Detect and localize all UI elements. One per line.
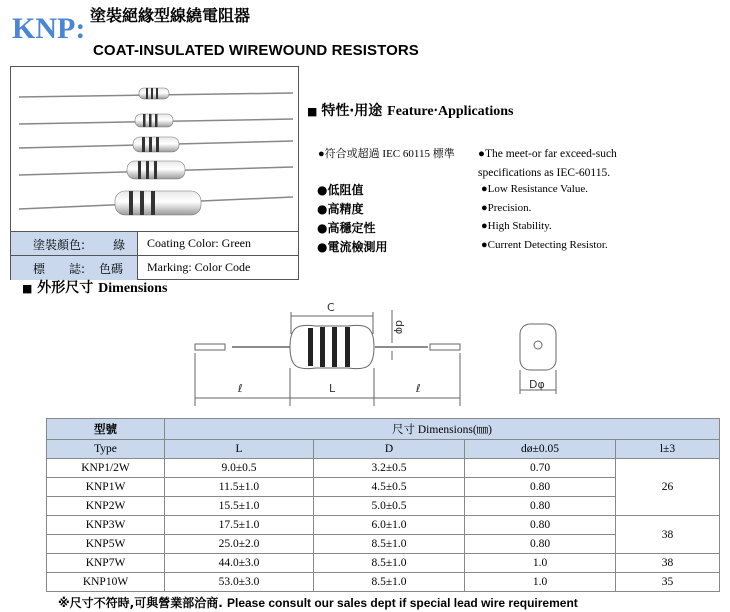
dim-label-lead-right: ℓ <box>416 382 421 395</box>
bullet-dot-icon: ● <box>478 148 485 160</box>
dim-label-dphi: dφ <box>393 320 406 335</box>
dimensions-heading-cn: 外形尺寸 <box>37 280 94 296</box>
title-english: COAT-INSULATED WIREWOUND RESISTORS <box>93 42 419 59</box>
bullet-dot-icon: ● <box>481 202 488 214</box>
bullet-dot-icon: ● <box>317 221 328 235</box>
table-row <box>47 573 720 592</box>
cell-type: KNP1/2W <box>47 459 165 478</box>
cell-l: 35 <box>616 573 720 592</box>
dim-label-L: L <box>329 382 336 395</box>
cell-l: 38 <box>616 554 720 573</box>
cell-type: KNP10W <box>47 573 165 592</box>
feature-item-cn <box>317 219 376 236</box>
product-photo-panel <box>10 66 299 280</box>
feature-cn-text: 高穩定性 <box>327 221 376 235</box>
feature-en-text: The meet-or far exceed-such specifications as IEC-60115. <box>478 148 617 179</box>
feature-item-en <box>481 183 588 195</box>
cell-d: 0.80 <box>465 516 616 535</box>
cell-L: 9.0±0.5 <box>165 459 314 478</box>
table-row <box>47 554 720 573</box>
coating-color-value: Coating Color: Green <box>147 236 251 250</box>
dimensions-heading <box>22 277 167 297</box>
col-header-L: L <box>165 440 314 459</box>
cell-L: 11.5±1.0 <box>165 478 314 497</box>
feature-item-cn <box>318 145 455 161</box>
resistor-photo-illustration <box>11 67 298 231</box>
features-heading-en: Feature‧Applications <box>387 104 514 119</box>
cell-type: KNP7W <box>47 554 165 573</box>
cell-d: 0.80 <box>465 535 616 554</box>
cell-D: 8.5±1.0 <box>314 573 465 592</box>
type-header-cn: 型號 <box>47 419 165 440</box>
feature-en-text: High Stability. <box>487 220 552 232</box>
bullet-dot-icon: ● <box>318 148 325 160</box>
cell-D: 8.5±1.0 <box>314 535 465 554</box>
cell-d: 0.80 <box>465 497 616 516</box>
table-row <box>47 459 720 478</box>
type-header-en: Type <box>47 440 165 459</box>
table-header-row <box>47 419 720 440</box>
table-subheader-row <box>47 440 720 459</box>
cell-L: 15.5±1.0 <box>165 497 314 516</box>
cell-D: 5.0±0.5 <box>314 497 465 516</box>
cell-type: KNP1W <box>47 478 165 497</box>
feature-cn-text: 低阻值 <box>327 183 364 197</box>
bullet-dot-icon: ● <box>317 240 328 254</box>
col-header-D: D <box>314 440 465 459</box>
cell-l: 38 <box>616 516 720 554</box>
features-heading <box>307 100 513 120</box>
features-heading-cn: 特性‧用途 <box>321 103 383 119</box>
feature-item-en <box>478 145 678 183</box>
table-row <box>47 516 720 535</box>
marking-value: Marking: Color Code <box>147 260 251 274</box>
footnote-en: Please consult our sales dept if special lead wire requirement <box>226 596 578 610</box>
bullet-dot-icon: ● <box>481 220 488 232</box>
feature-item-en <box>481 239 608 251</box>
col-header-l: l±3 <box>616 440 720 459</box>
coating-color-label-cell <box>11 232 138 256</box>
feature-cn-text: 符合或超過 IEC 60115 標準 <box>324 148 455 160</box>
bullet-square-icon: ■ <box>307 105 318 118</box>
product-code: KNP: <box>12 12 86 45</box>
cell-L: 44.0±3.0 <box>165 554 314 573</box>
feature-cn-text: 高精度 <box>327 202 364 216</box>
cell-type: KNP3W <box>47 516 165 535</box>
cell-l: 26 <box>616 459 720 516</box>
cell-D: 6.0±1.0 <box>314 516 465 535</box>
cell-d: 0.70 <box>465 459 616 478</box>
bullet-dot-icon: ● <box>481 239 488 251</box>
cell-d: 1.0 <box>465 554 616 573</box>
coating-color-label-value: 綠 <box>113 238 126 252</box>
cell-D: 3.2±0.5 <box>314 459 465 478</box>
feature-item-cn <box>317 200 364 217</box>
footnote <box>58 594 578 611</box>
cell-D: 8.5±1.0 <box>314 554 465 573</box>
bullet-square-icon: ■ <box>22 282 33 295</box>
dim-label-c: C <box>327 301 335 314</box>
footnote-cn: ※尺寸不符時,可與營業部洽商. <box>58 596 223 610</box>
dim-label-lead-left: ℓ <box>238 382 243 395</box>
cell-d: 0.80 <box>465 478 616 497</box>
cell-L: 17.5±1.0 <box>165 516 314 535</box>
bullet-dot-icon: ● <box>481 183 488 195</box>
dim-label-Dphi: Dφ <box>529 378 545 391</box>
feature-item-cn <box>317 181 364 198</box>
bullet-dot-icon: ● <box>317 183 328 197</box>
cell-type: KNP5W <box>47 535 165 554</box>
dimension-diagram <box>190 298 570 410</box>
dimensions-header: 尺寸 Dimensions(㎜) <box>165 419 720 440</box>
dimensions-table <box>46 418 720 592</box>
resistor-photo <box>11 67 298 231</box>
feature-en-text: Low Resistance Value. <box>487 183 588 195</box>
feature-item-cn <box>317 238 388 255</box>
feature-en-text: Precision. <box>487 202 532 214</box>
feature-item-en <box>481 220 552 232</box>
title-chinese: 塗裝絕緣型線繞電阻器 <box>90 6 251 25</box>
coating-color-row <box>11 231 298 256</box>
bullet-dot-icon: ● <box>317 202 328 216</box>
marking-label-value: 色碼 <box>99 262 124 276</box>
col-header-d: dø±0.05 <box>465 440 616 459</box>
cell-L: 53.0±3.0 <box>165 573 314 592</box>
dimensions-heading-en: Dimensions <box>98 281 168 296</box>
cell-L: 25.0±2.0 <box>165 535 314 554</box>
cell-type: KNP2W <box>47 497 165 516</box>
cell-d: 1.0 <box>465 573 616 592</box>
feature-item-en <box>481 202 531 214</box>
feature-cn-text: 電流檢測用 <box>327 240 388 254</box>
cell-D: 4.5±0.5 <box>314 478 465 497</box>
feature-en-text: Current Detecting Resistor. <box>487 239 608 251</box>
marking-label: 標 誌: <box>33 262 86 276</box>
coating-color-label: 塗裝顏色: <box>33 238 86 252</box>
